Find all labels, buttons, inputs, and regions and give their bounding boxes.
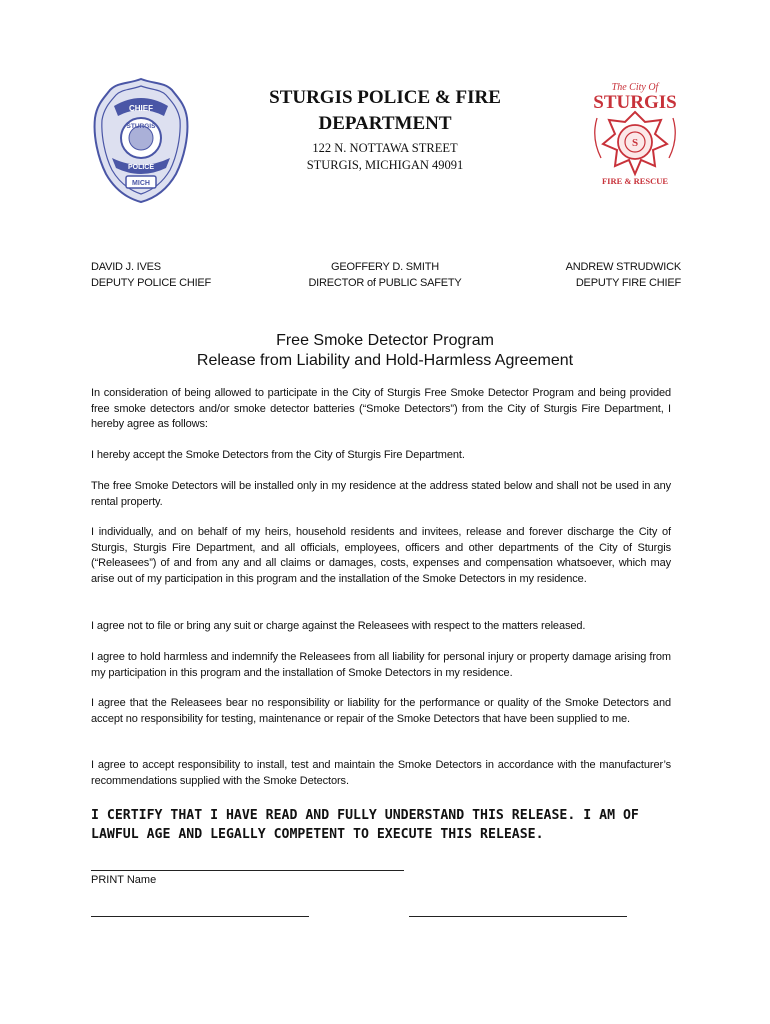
document-title-line1: Free Smoke Detector Program: [276, 332, 494, 349]
paragraph-release: I individually, and on behalf of my heirs, household residents and invitees, release and forever discharge the City of Sturgis, Sturgis Fire Department, and all officials, employees, officers and other departments of the City of Sturgis (“Releasees”) of and from any and all claims or damages, costs, expenses and compensation whatsoever, which may arise out of my participation in this program and the installation of the Smoke Detectors in my residence.: [91, 526, 671, 585]
signature-line[interactable]: [91, 916, 309, 917]
department-name-line1: STURGIS POLICE & FIRE: [269, 87, 501, 108]
date-line[interactable]: [409, 916, 627, 917]
fire-logo-bottom-text: FIRE & RESCUE: [601, 176, 669, 186]
paragraph-hold-harmless: I agree to hold harmless and indemnify the Releasees from all liability for personal injury or property damage arising from my participation in this program and the installation of Smoke Detectors in my residence.: [91, 651, 671, 679]
official-left-title: DEPUTY POLICE CHIEF: [91, 277, 212, 289]
badge-banner-text: POLICE: [127, 164, 155, 171]
paragraph-no-suit: I agree not to file or bring any suit or charge against the Releasees with respect to the matters released.: [91, 620, 586, 632]
badge-city-text: STURGIS: [126, 123, 156, 130]
official-right-title: DEPUTY FIRE CHIEF: [575, 277, 681, 289]
official-right-name: ANDREW STRUDWICK: [565, 261, 681, 273]
paragraph-consideration: In consideration of being allowed to participate in the City of Sturgis Free Smoke Detector Program and being provided free smoke detectors and/or smoke detector batteries (“Smoke Detectors”) from the City of Sturgis Fire Department, I hereby agree as follows:: [91, 387, 671, 431]
print-name-line[interactable]: [91, 870, 404, 871]
official-center-name: GEOFFERY D. SMITH: [330, 261, 440, 273]
fire-rescue-logo: [583, 78, 687, 188]
paragraph-accept-responsibility: I agree to accept responsibility to install, test and maintain the Smoke Detectors in accordance with the manufacturer’s recommendations supplied with the Smoke Detectors.: [91, 759, 671, 787]
official-center-title: DIRECTOR of PUBLIC SAFETY: [308, 277, 462, 289]
document-title-line2: Release from Liability and Hold-Harmless Agreement: [196, 352, 574, 369]
official-left-name: DAVID J. IVES: [91, 261, 161, 273]
badge-state-text: MICH: [132, 180, 150, 187]
print-name-label: PRINT Name: [91, 874, 157, 886]
badge-top-text: CHIEF: [129, 104, 153, 113]
fire-logo-top-text: The City Of: [611, 82, 659, 93]
fire-logo-city-text: STURGIS: [593, 92, 677, 113]
certification-statement: I CERTIFY THAT I HAVE READ AND FULLY UNDERSTAND THIS RELEASE. I AM OF LAWFUL AGE AND LEGALLY COMPETENT TO EXECUTE THIS RELEASE.: [91, 808, 639, 842]
paragraph-no-responsibility: I agree that the Releasees bear no responsibility or liability for the performance or quality of the Smoke Detectors and accept no responsibility for testing, maintenance or repair of the Smoke Detectors that have been supplied to me.: [91, 697, 671, 725]
department-name-line2: DEPARTMENT: [318, 113, 452, 134]
address-street: 122 N. NOTTAWA STREET: [312, 141, 458, 155]
paragraph-installation: The free Smoke Detectors will be installed only in my residence at the address stated below and shall not be used in any rental property.: [91, 480, 671, 508]
address-city: STURGIS, MICHIGAN 49091: [306, 158, 464, 172]
paragraph-accept: I hereby accept the Smoke Detectors from the City of Sturgis Fire Department.: [91, 449, 465, 461]
svg-text:S: S: [631, 137, 639, 149]
police-badge-logo: [92, 76, 190, 204]
